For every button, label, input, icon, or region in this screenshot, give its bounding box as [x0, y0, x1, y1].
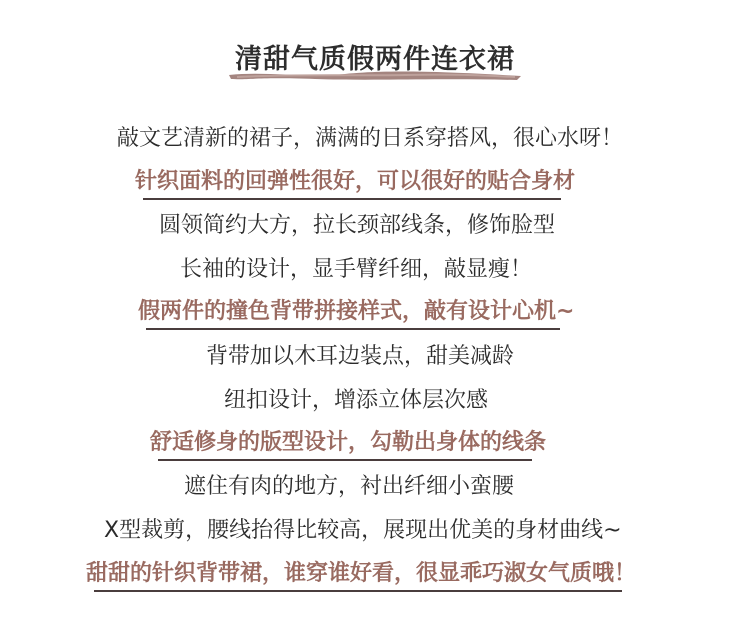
highlight-line: 针织面料的回弹性很好，可以很好的贴合身材 [135, 167, 575, 197]
title-section [0, 38, 750, 88]
highlight-line: 甜甜的针织背带裙，谁穿谁好看，很显乖巧淑女气质哦！ [86, 559, 636, 589]
description-line: X型裁剪，腰线抬得比较高，展现出优美的身材曲线~ [104, 518, 622, 543]
description-line: 圆领简约大方，拉长颈部线条，修饰脸型 [159, 213, 556, 238]
description-line: 纽扣设计，增添立体层次感 [224, 388, 489, 413]
highlight-line: 假两件的撞色背带拼接样式，敲有设计心机~ [138, 297, 574, 327]
highlight-line: 舒适修身的版型设计，勾勒出身体的线条 [150, 428, 546, 458]
description-line: 敲文艺清新的裙子，满满的日系穿搭风，很心水呀！ [117, 126, 624, 151]
page-title: 清甜气质假两件连衣裙 [235, 44, 515, 75]
description-line: 背带加以木耳边装点，甜美减龄 [206, 344, 515, 369]
description-line: 遮住有肉的地方，衬出纤细小蛮腰 [184, 474, 515, 499]
description-line: 长袖的设计，显手臂纤细，敲显瘦！ [180, 257, 533, 282]
